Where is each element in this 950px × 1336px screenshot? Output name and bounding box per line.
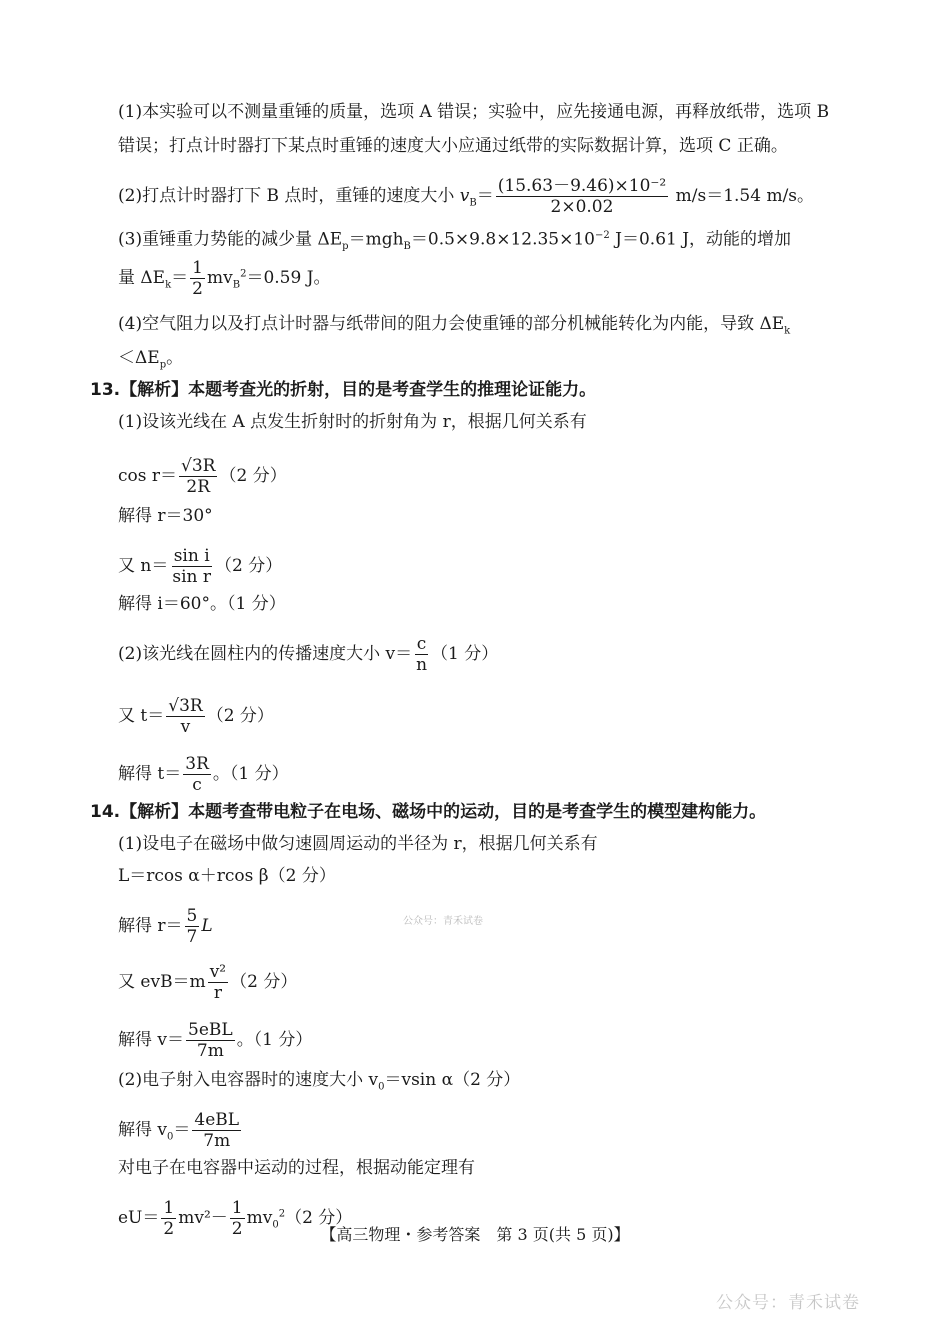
q14-line-5: 解得 v＝ $\frac{\text{5eBL}}{7m}$ 。（1 分） bbox=[118, 1020, 313, 1061]
q12-line-4: (4)空气阻力以及打点计时器与纸带间的阻力会使重锤的部分机械能转化为内能，导致 $\Delta E_k$ bbox=[118, 314, 791, 337]
q13-line-4: 又 n＝ $\frac{\text{sin i}}{\text{sin r}}$ （2 分） bbox=[118, 546, 283, 587]
q12-line-2: (2)打点计时器打下 B 点时，重锤的速度大小 $v_B=$ $\frac{\text{(15.63－9.46)×10⁻²}}{2\times 0.02}$ m/s＝1.54 m/s。 bbox=[118, 176, 815, 217]
q12-line-2-pre: (2)打点计时器打下 B 点时，重锤的速度大小 bbox=[118, 186, 460, 206]
q12-fraction: $\frac{\text{(15.63－9.46)×10⁻²}}{2\times 0.02}$ bbox=[497, 176, 667, 217]
q13-line-5: 解得 i＝60°。（1 分） bbox=[118, 594, 286, 614]
q12-line-3: (3)重锤重力势能的减少量 $\Delta E_p=mgh_B=0.5\times 9.8\times 12.35\times 10^{-2}$ J＝0.61 J，动能的增加 bbox=[118, 229, 792, 253]
q13-line-8: 解得 t＝ $\frac{3R}{c}$ 。（1 分） bbox=[118, 754, 289, 795]
watermark-bottom: 公众号：青禾试卷 bbox=[716, 1293, 860, 1313]
q14-line-2: L＝rcos α＋rcos β（2 分） bbox=[118, 866, 336, 886]
q12-line-1b: 错误；打点计时器打下某点时重锤的速度大小应通过纸带的实际数据计算，选项 C 正确。 bbox=[118, 136, 788, 156]
q12-line-3b: 量 $\Delta E_k=$ $\frac{1}{2}$ $mv_B^2=0.59$ J。 bbox=[118, 258, 331, 299]
watermark-mid: 公众号：青禾试卷 bbox=[403, 916, 483, 927]
q14-line-6: (2)电子射入电容器时的速度大小 $v_0=vsin$ α（2 分） bbox=[118, 1070, 521, 1093]
q13-line-1: (1)设该光线在 A 点发生折射时的折射角为 r，根据几何关系有 bbox=[118, 412, 587, 432]
q14-line-4: 又 evB＝m $\frac{\text{v²}}{r}$ （2 分） bbox=[118, 962, 298, 1003]
q14-line-7: 解得 $v_0=$ $\frac{\text{4eBL}}{7m}$ bbox=[118, 1110, 240, 1151]
q13-line-7: 又 t＝ $\frac{√3R}{v}$ （2 分） bbox=[118, 696, 274, 737]
q14-heading: 14.【解析】本题考查带电粒子在电场、磁场中的运动，目的是考查学生的模型建构能力。 bbox=[90, 802, 767, 822]
q13-line-2: cos r＝ $\frac{√3R}{2R}$ （2 分） bbox=[118, 456, 287, 497]
q13-line-6: (2)该光线在圆柱内的传播速度大小 v＝ $\frac{c}{n}$ （1 分） bbox=[118, 634, 499, 675]
q14-line-3: 解得 r＝ $\frac{5}{7}$ L bbox=[118, 906, 213, 947]
half-fraction: $\frac{1}{2}$ bbox=[192, 258, 203, 299]
q12-line-1: (1)本实验可以不测量重锤的质量，选项 A 错误；实验中，应先接通电源，再释放纸带，选项 B bbox=[118, 102, 830, 122]
page-footer: 【高三物理・参考答案 第 3 页(共 5 页)】 bbox=[320, 1225, 630, 1244]
q12-line-4b: $<\Delta E_p$。 bbox=[118, 348, 184, 371]
q14-line-8: 对电子在电容器中运动的过程，根据动能定理有 bbox=[118, 1158, 475, 1178]
q14-line-9: eU＝ $\frac{1}{2}$ mv²－ $\frac{1}{2}$ $mv_0^2(2$ 分） bbox=[118, 1198, 353, 1239]
q13-line-3: 解得 r＝30° bbox=[118, 506, 213, 526]
q14-line-1: (1)设电子在磁场中做匀速圆周运动的半径为 r，根据几何关系有 bbox=[118, 834, 598, 854]
q13-heading: 13.【解析】本题考查光的折射，目的是考查学生的推理论证能力。 bbox=[90, 380, 597, 400]
